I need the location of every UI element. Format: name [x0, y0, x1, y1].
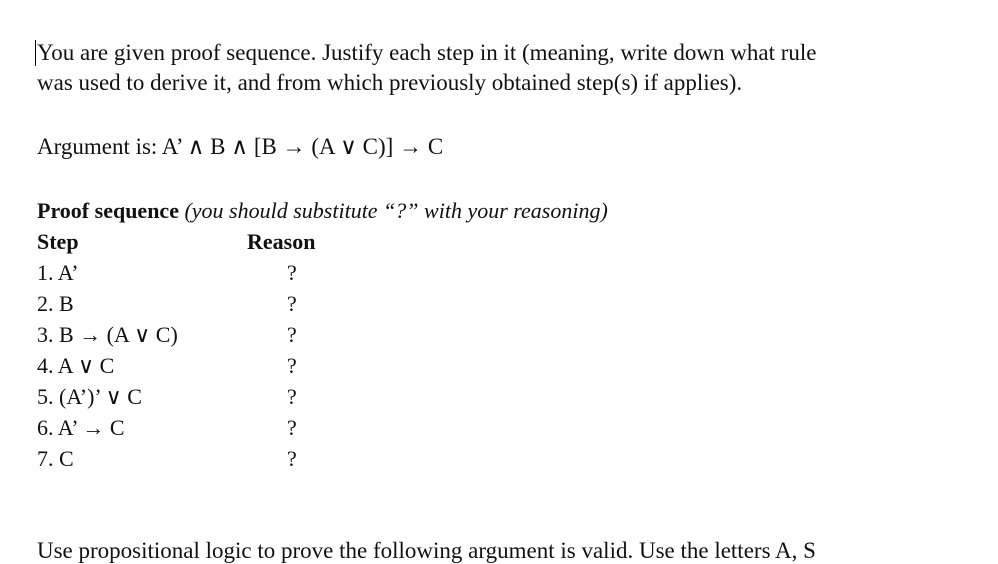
proof-sequence-heading: [37, 196, 608, 226]
reason-cell: ?: [287, 322, 297, 347]
proof-sequence-note: (you should substitute “?” with your reasoning): [184, 198, 608, 223]
reason-cell: ?: [287, 291, 297, 316]
reason-cell: ?: [287, 415, 297, 440]
instructions-paragraph: [37, 38, 937, 98]
step-column-header: Step: [37, 229, 79, 254]
step-cell: 1. A’: [37, 260, 79, 285]
text-cursor: [35, 40, 36, 66]
argument-statement: Argument is: A’ ∧ B ∧ [B → (A ∨ C)] → C: [37, 134, 444, 159]
reason-cell: ?: [287, 260, 297, 285]
step-cell: 4. A ∨ C: [37, 353, 115, 378]
reason-cell: ?: [287, 446, 297, 471]
cut-off-text: Use propositional logic to prove the following argument is valid. Use the letters A, S: [37, 538, 816, 563]
instructions-line-1: You are given proof sequence. Justify each step in it (meaning, write down what rule: [37, 40, 817, 65]
proof-sequence-title: Proof sequence: [37, 198, 179, 223]
step-cell: 7. C: [37, 446, 74, 471]
cut-off-next-question: [37, 534, 897, 563]
reason-column-header: Reason: [247, 229, 316, 254]
reason-cell: ?: [287, 353, 297, 378]
step-cell: 5. (A’)’ ∨ C: [37, 384, 142, 409]
document-body: [37, 38, 937, 471]
step-cell: 2. B: [37, 291, 74, 316]
instructions-line-2: was used to derive it, and from which previously obtained step(s) if applies).: [37, 70, 743, 95]
step-cell: 6. A’ → C: [37, 415, 125, 440]
reason-cell: ?: [287, 384, 297, 409]
step-cell: 3. B → (A ∨ C): [37, 322, 178, 347]
